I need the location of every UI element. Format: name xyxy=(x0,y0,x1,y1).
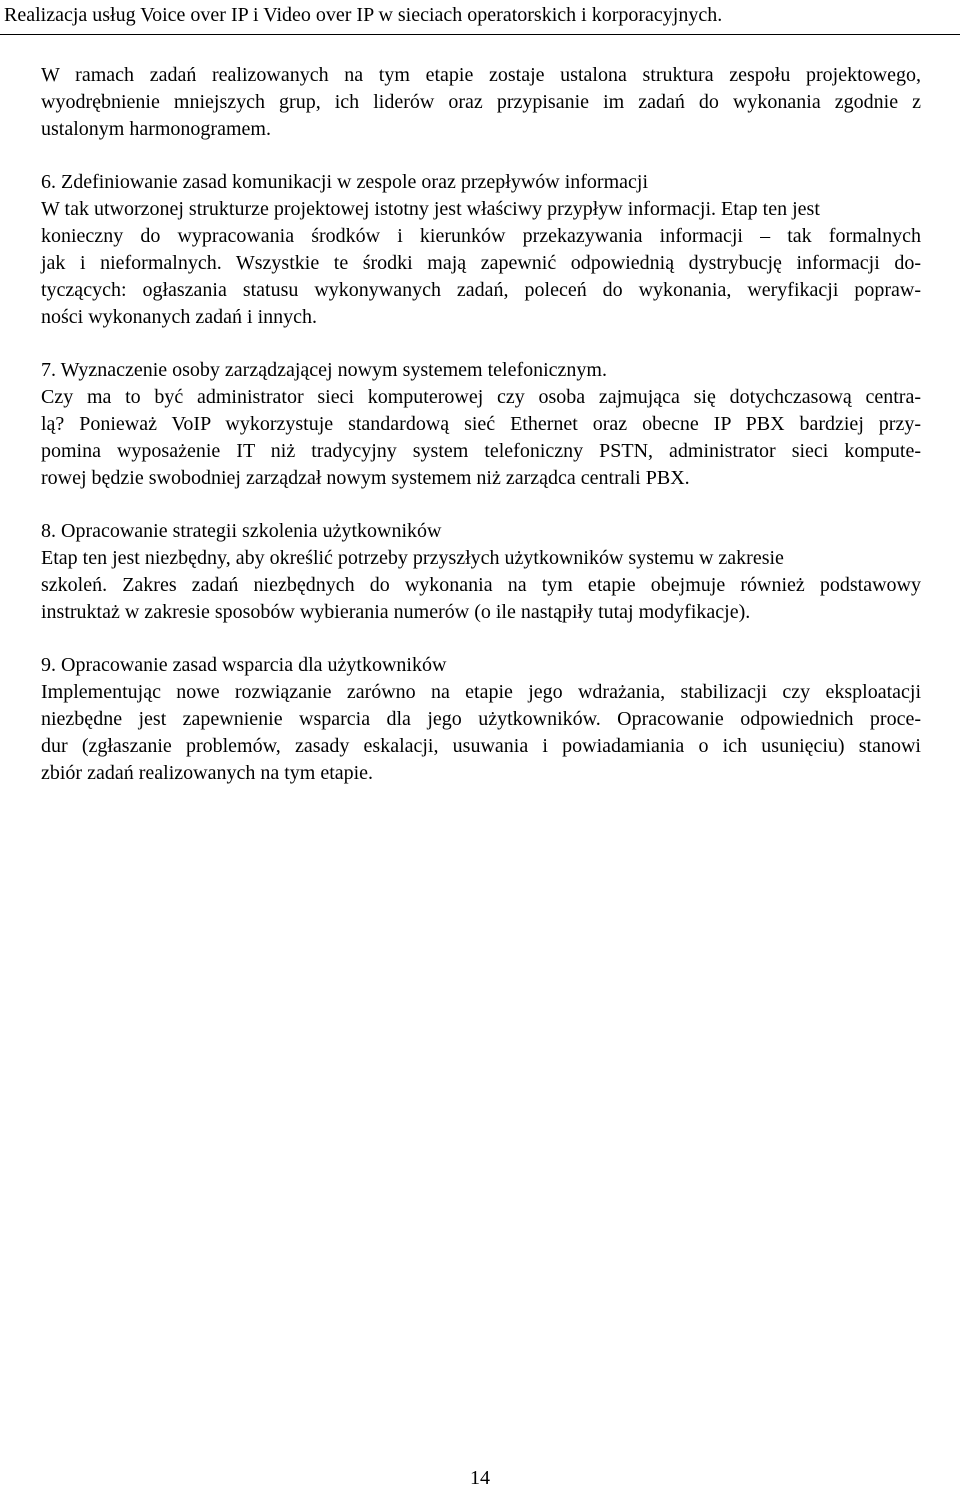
intro-paragraph xyxy=(41,62,921,143)
section-8-heading: 8. Opracowanie strategii szkolenia użytkowników xyxy=(41,520,442,542)
text-line: lą? Ponieważ VoIP wykorzystuje standardową sieć Ethernet oraz obecne IP PBX bardziej przy- xyxy=(41,413,921,435)
text-line: Etap ten jest niezbędny, aby określić potrzeby przyszłych użytkowników systemu w zakresie xyxy=(41,547,784,569)
text-line: ności wykonanych zadań i innych. xyxy=(41,306,318,328)
text-line: wyodrębnienie mniejszych grup, ich liderów oraz przypisanie im zadań do wykonania zgodnie z xyxy=(41,91,921,113)
text-line: konieczny do wypracowania środków i kierunków przekazywania informacji – tak formalnych xyxy=(41,225,921,247)
text-line: W tak utworzonej strukturze projektowej istotny jest właściwy przypływ informacji. Etap ten jest xyxy=(41,198,820,220)
text-line: zbiór zadań realizowanych na tym etapie. xyxy=(41,762,374,784)
text-line: dur (zgłaszanie problemów, zasady eskalacji, usuwania i powiadamiania o ich usunięciu) stanowi xyxy=(41,735,921,757)
section-6 xyxy=(41,169,921,331)
text-line: ustalonym harmonogramem. xyxy=(41,118,271,140)
header-divider xyxy=(0,34,960,35)
text-line: pomina wyposażenie IT niż tradycyjny system telefoniczny PSTN, administrator sieci kompute- xyxy=(41,440,921,462)
page-body xyxy=(41,62,921,787)
section-9-heading: 9. Opracowanie zasad wsparcia dla użytkowników xyxy=(41,654,447,676)
page-number: 14 xyxy=(470,1467,490,1489)
text-line: W ramach zadań realizowanych na tym etapie zostaje ustalona struktura zespołu projektowego, xyxy=(41,64,921,86)
text-line: instruktaż w zakresie sposobów wybierania numerów (o ile nastąpiły tutaj modyfikacje). xyxy=(41,601,751,623)
text-line: jak i nieformalnych. Wszystkie te środki mają zapewnić odpowiednią dystrybucję informacji do- xyxy=(41,252,921,274)
text-line: rowej będzie swobodniej zarządzał nowym systemem niż zarządca centrali PBX. xyxy=(41,467,690,489)
section-7 xyxy=(41,357,921,492)
running-header: Realizacja usług Voice over IP i Video over IP w sieciach operatorskich i korporacyjnych. xyxy=(4,4,723,26)
text-line: szkoleń. Zakres zadań niezbędnych do wykonania na tym etapie obejmuje również podstawowy xyxy=(41,574,921,596)
text-line: Implementując nowe rozwiązanie zarówno na etapie jego wdrażania, stabilizacji czy eksploatacji xyxy=(41,681,921,703)
text-line: niezbędne jest zapewnienie wsparcia dla jego użytkowników. Opracowanie odpowiednich proce- xyxy=(41,708,921,730)
section-8 xyxy=(41,518,921,626)
text-line: tyczących: ogłaszania statusu wykonywanych zadań, poleceń do wykonania, weryfikacji popraw- xyxy=(41,279,921,301)
section-7-heading: 7. Wyznaczenie osoby zarządzającej nowym systemem telefonicznym. xyxy=(41,359,607,381)
text-line: Czy ma to być administrator sieci komputerowej czy osoba zajmująca się dotychczasową centra- xyxy=(41,386,921,408)
section-6-heading: 6. Zdefiniowanie zasad komunikacji w zespole oraz przepływów informacji xyxy=(41,171,649,193)
section-9 xyxy=(41,652,921,787)
